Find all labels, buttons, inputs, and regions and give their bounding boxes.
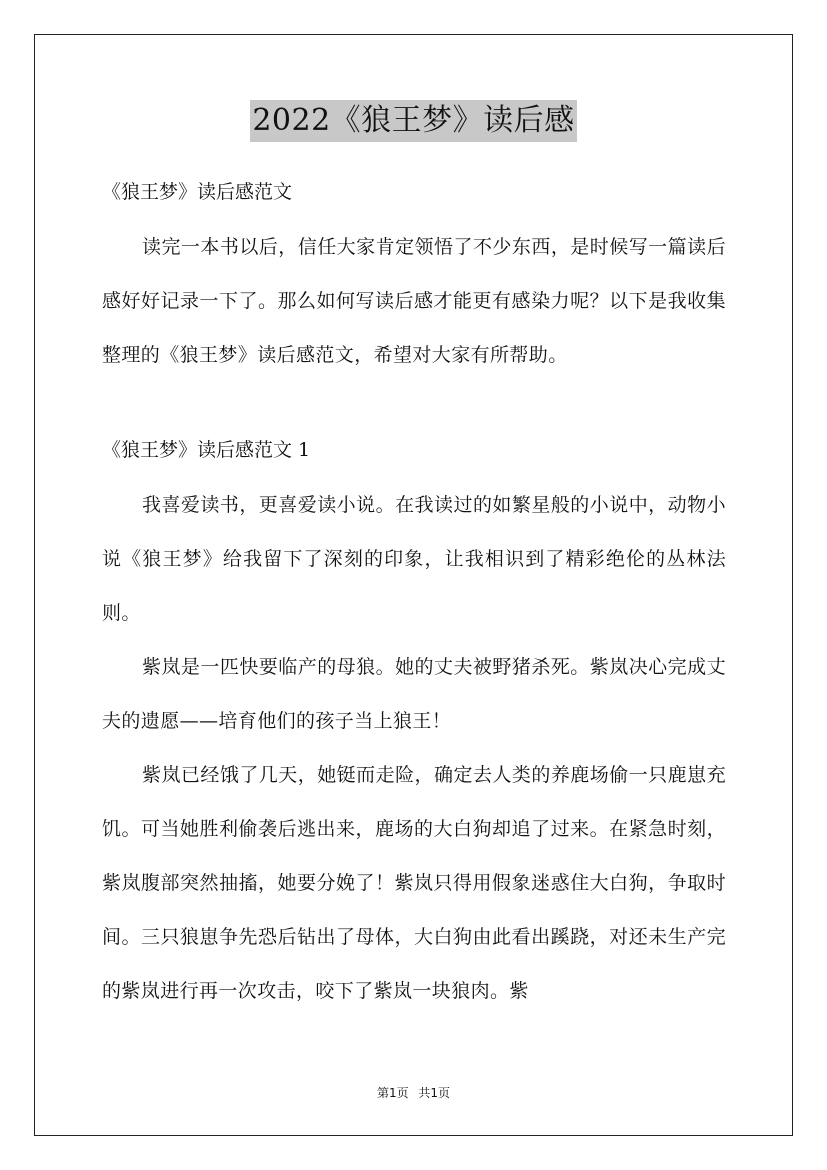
- body-paragraph-3: 紫岚已经饿了几天，她铤而走险，确定去人类的养鹿场偷一只鹿崽充饥。可当她胜利偷袭后逃出来，鹿场的大白狗却追了过来。在紧急时刻，紫岚腹部突然抽搐，她要分娩了！紫岚只得用假象迷惑住大白狗，争取时间。三只狼崽争先恐后钻出了母体，大白狗由此看出蹊跷，对还未生产完的紫岚进行再一次攻击，咬下了紫岚一块狼肉。紫: [102, 764, 726, 1002]
- spacer: [102, 382, 726, 428]
- document-title: 2022《狼王梦》读后感: [250, 100, 576, 142]
- intro-heading: 《狼王梦》读后感范文: [102, 181, 293, 203]
- body-paragraph-1: 我喜爱读书，更喜爱读小说。在我读过的如繁星般的小说中，动物小说《狼王梦》给我留下了深刻的印象，让我相识到了精彩绝伦的丛林法则。: [102, 494, 726, 624]
- page-number-total: 共1页: [418, 1086, 451, 1100]
- document-body: [102, 170, 726, 1018]
- title-container: [0, 100, 827, 142]
- intro-paragraph: 读完一本书以后，信任大家肯定领悟了不少东西，是时候写一篇读后感好好记录一下了。那么如何写读后感才能更有感染力呢？以下是我收集整理的《狼王梦》读后感范文，希望对大家有所帮助。: [102, 236, 726, 366]
- page-footer: [0, 1084, 827, 1101]
- body-paragraph-2: 紫岚是一匹快要临产的母狼。她的丈夫被野猪杀死。紫岚决心完成丈夫的遗愿——培育他们的孩子当上狼王！: [102, 656, 726, 732]
- section-1-heading: 《狼王梦》读后感范文 1: [102, 439, 311, 461]
- page-number-current: 第1页: [376, 1086, 409, 1100]
